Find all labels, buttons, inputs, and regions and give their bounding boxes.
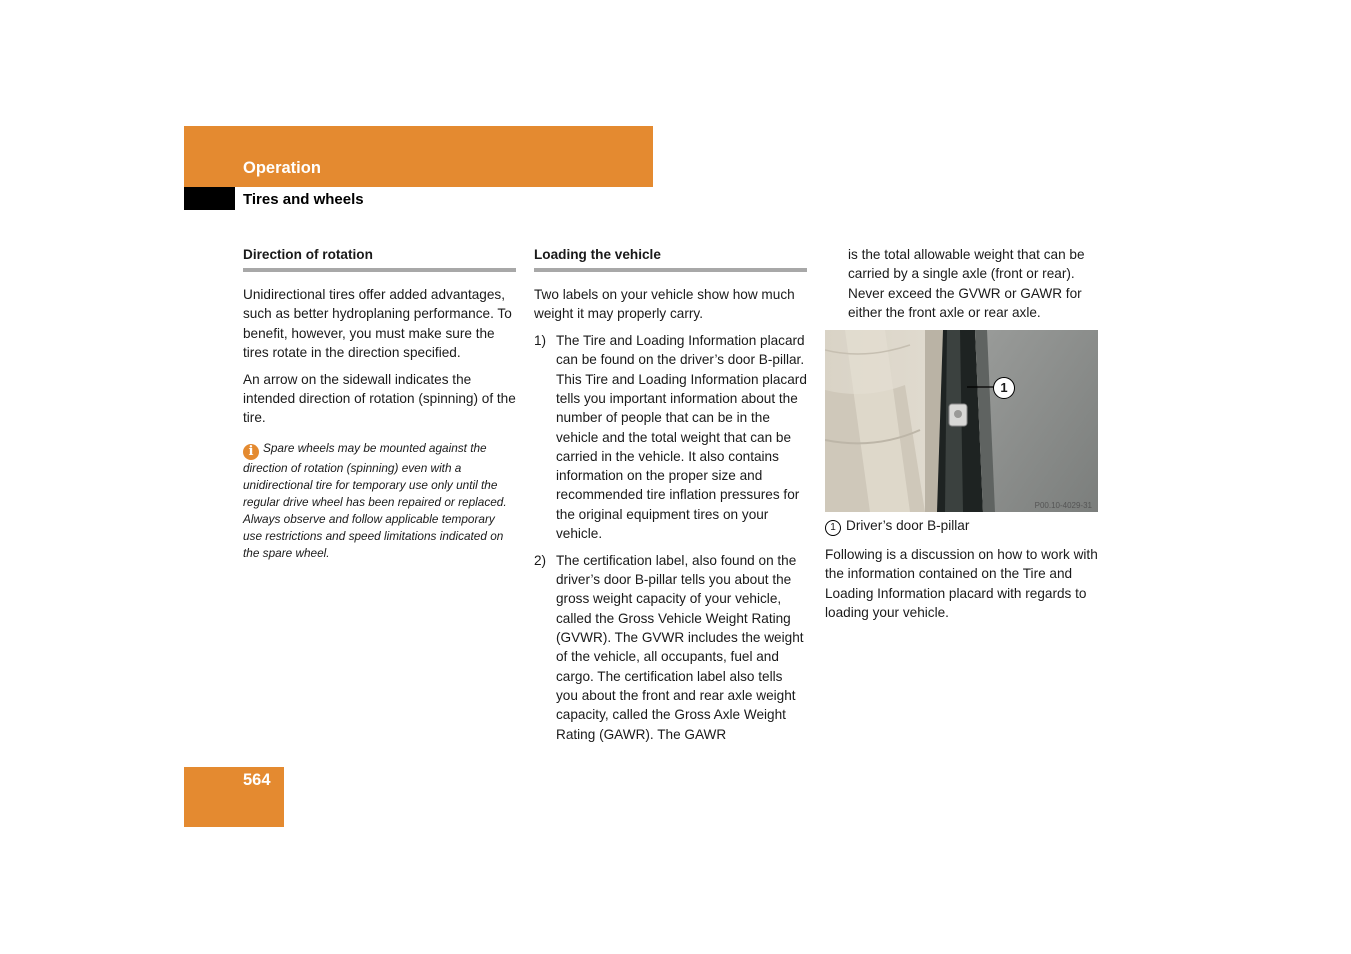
paragraph: An arrow on the sidewall indicates the intended direction of rotation (spinning) of the tire. <box>243 371 516 426</box>
b-pillar-illustration <box>825 330 1098 512</box>
info-icon: i <box>243 444 259 460</box>
list-item-text: The Tire and Loading Information placard can be found on the driver’s door B-pillar. This Tire and Loading Information placard tells you important information about the number of people that can be in the vehicle and the total weight that can be carried in the vehicle. It also contains information on the proper size and recommended tire inflation pressures for the original equipment tires on your vehicle. <box>556 333 807 542</box>
paragraph: Unidirectional tires offer added advantages, such as better hydroplaning performance. To benefit, however, you must make sure the tires rotate in the direction specified. <box>243 287 512 360</box>
photo-caption <box>825 516 969 536</box>
info-note <box>243 440 516 562</box>
photo-reference-code: P00.10-4029-31 <box>1034 501 1092 510</box>
callout-marker: 1 <box>993 377 1015 399</box>
b-pillar-photo <box>825 330 1098 512</box>
subsection-title: Tires and wheels <box>243 191 364 208</box>
caption-text: Driver’s door B-pillar <box>846 518 970 533</box>
page-number: 564 <box>243 771 271 789</box>
heading-direction-of-rotation: Direction of rotation <box>243 246 516 272</box>
subsection-marker <box>184 187 235 210</box>
list-item-text: The certification label, also found on the driver’s door B-pillar tells you about the gross weight capacity of your vehicle, called the Gross Vehicle Weight Rating (GVWR). The GVWR includes the weight of the vehicle, all occupants, fuel and cargo. The certification label also tells you about the front and rear axle weight capacity, called the Gross Axle Weight Rating (GAWR). The GAWR <box>556 552 804 742</box>
heading-loading-the-vehicle: Loading the vehicle <box>534 246 807 272</box>
paragraph: Two labels on your vehicle show how much weight it may properly carry. <box>534 287 795 322</box>
numbered-list <box>534 331 807 744</box>
list-item <box>534 551 807 744</box>
caption-number: 1 <box>825 520 841 536</box>
list-item-number: 2) <box>534 552 547 568</box>
section-title: Operation <box>243 159 321 177</box>
middle-column <box>534 246 807 751</box>
list-item <box>534 331 807 543</box>
list-item-number: 1) <box>534 333 547 349</box>
left-column <box>243 246 516 562</box>
info-note-text: Spare wheels may be mounted against the direction of rotation (spinning) even with a unidirectional tire for temporary use only until the regular drive wheel has been repaired or replaced. Always observe and follow applicable temporary use restrictions and speed limitations indicated on the spare wheel. <box>243 440 507 560</box>
continuation-text: is the total allowable weight that can be carried by a single axle (front or rear). Never exceed the GVWR or GAWR for either the front axle or rear axle. <box>848 247 1085 320</box>
closing-paragraph: Following is a discussion on how to work with the information contained on the Tire and Loading Information placard with regards to loading your vehicle. <box>825 547 1098 620</box>
